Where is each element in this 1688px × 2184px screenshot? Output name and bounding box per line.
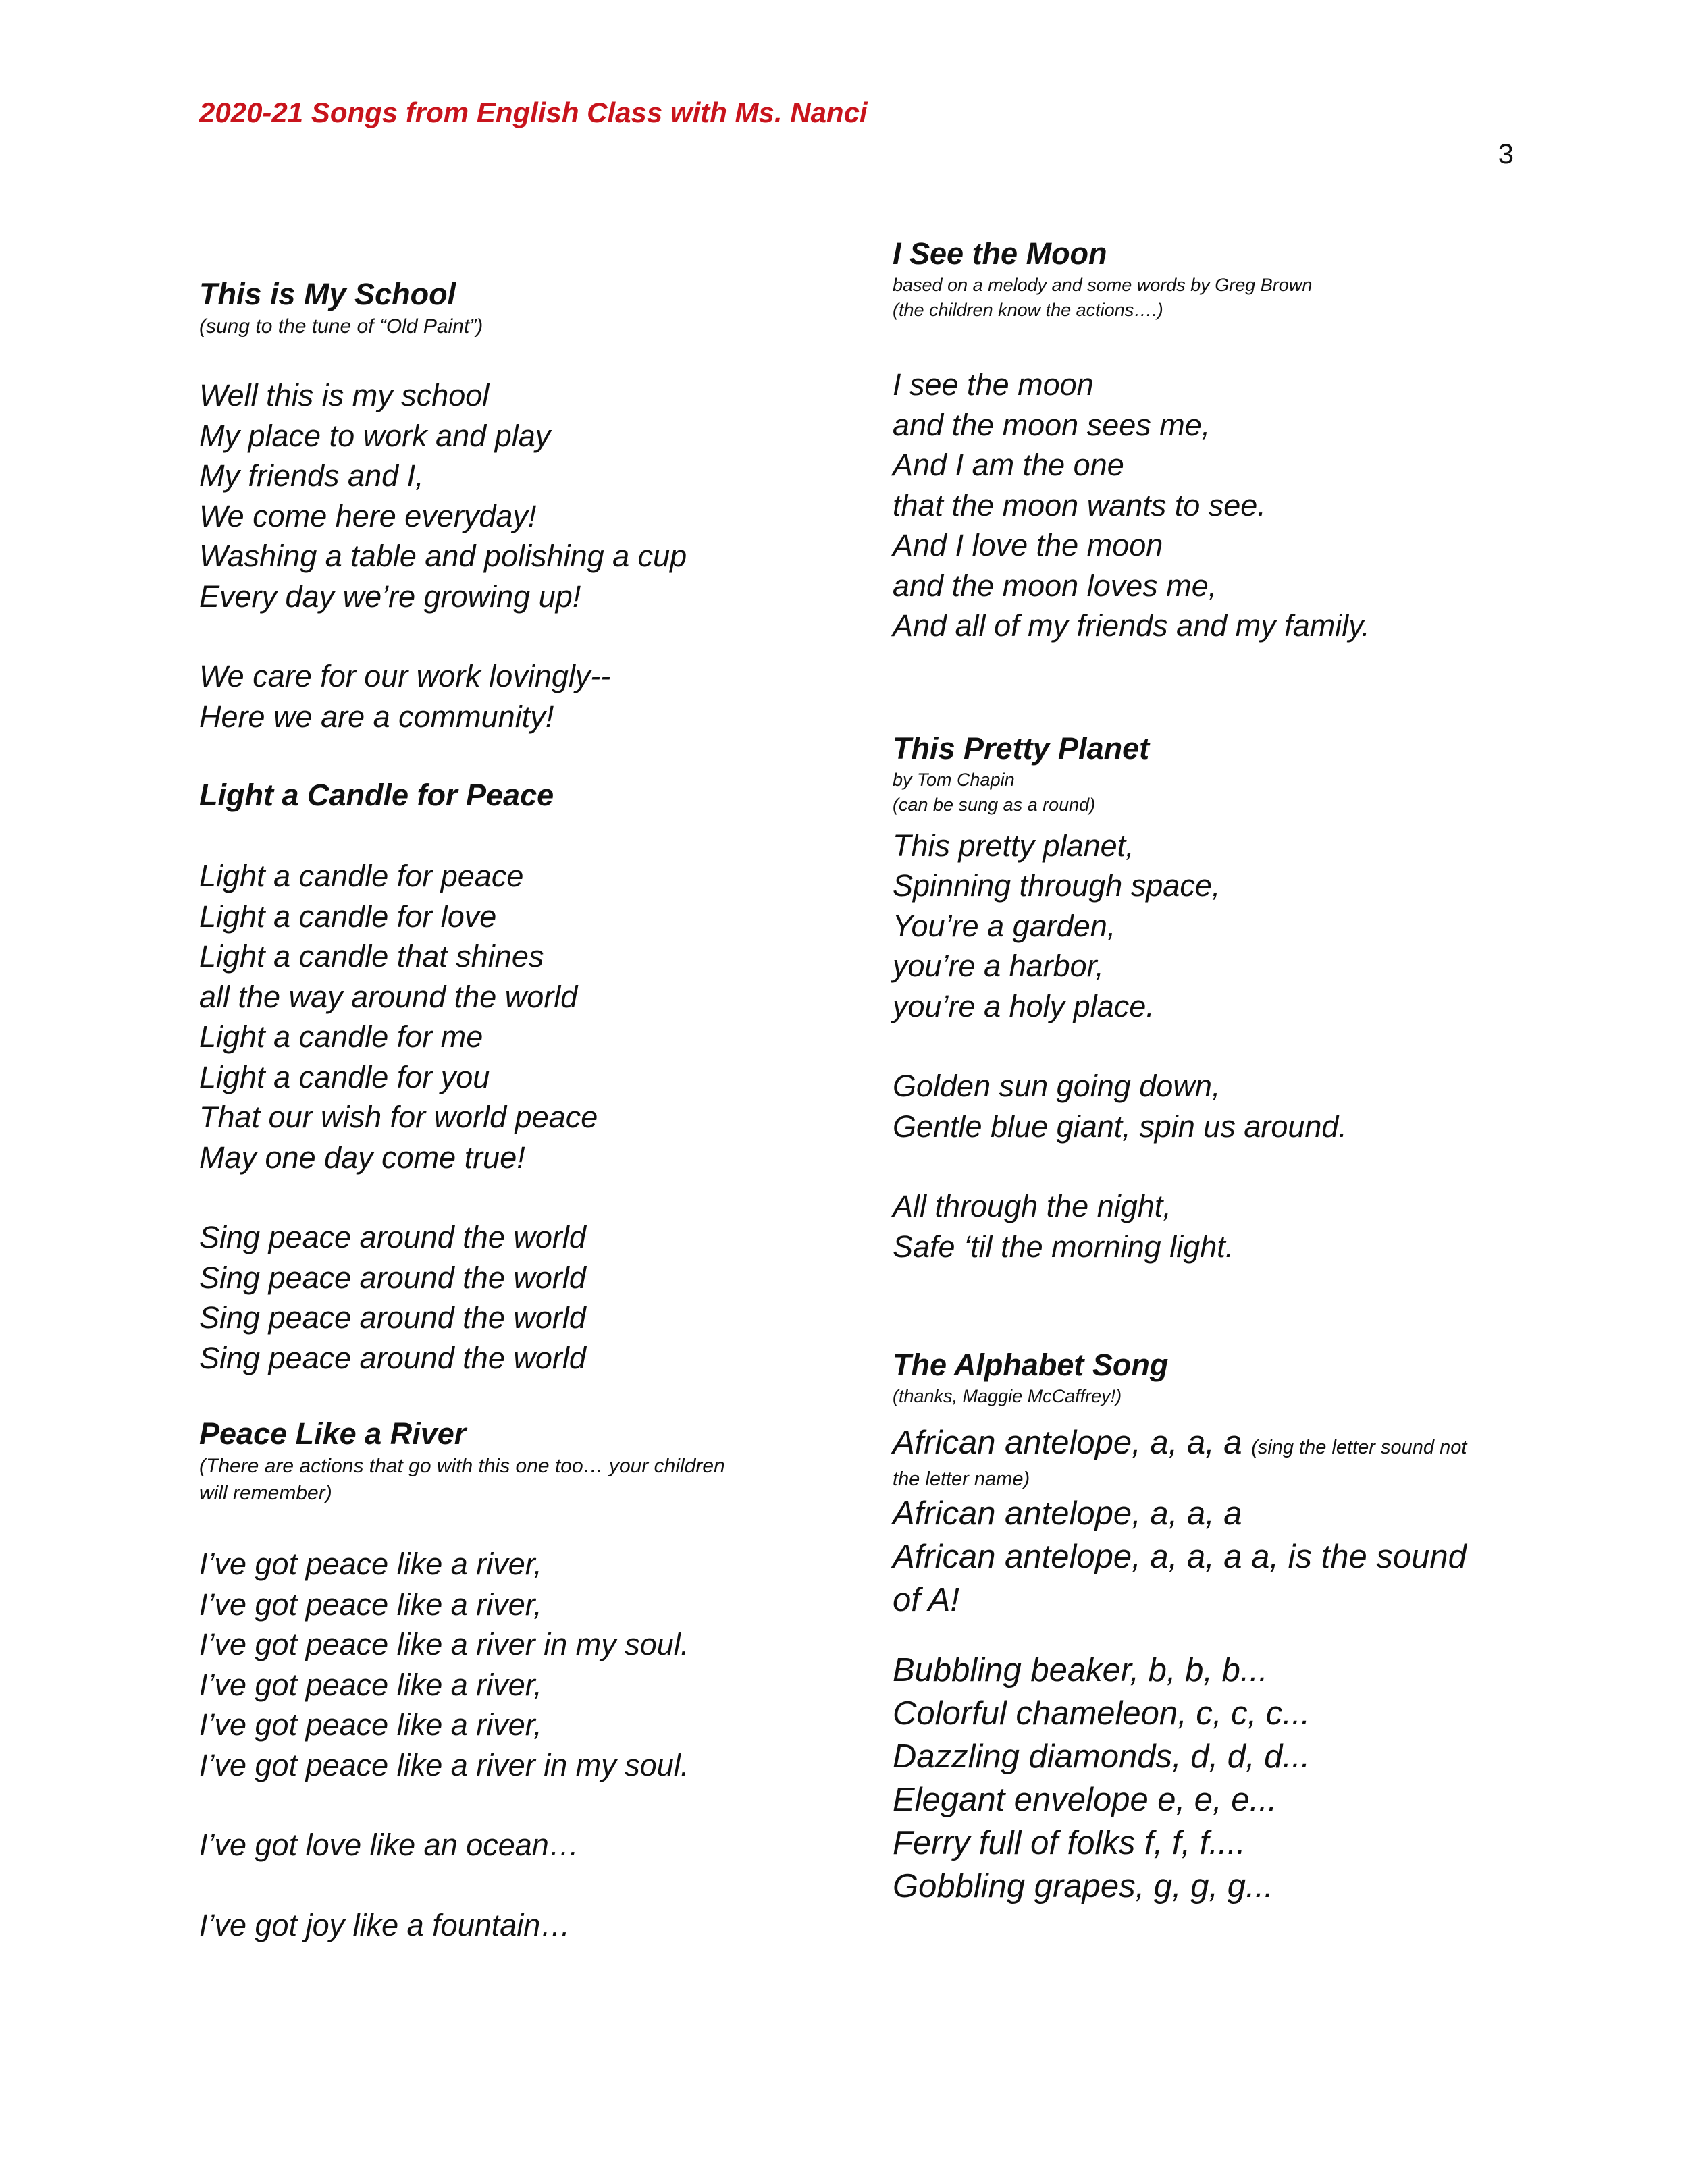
lyric-line: Bubbling beaker, b, b, b... — [893, 1652, 1268, 1688]
song-verse — [893, 1421, 1514, 1622]
song-verse — [893, 1649, 1514, 1908]
lyric-line: Here we are a community! — [199, 699, 554, 734]
lyric-line: I’ve got peace like a river, — [199, 1667, 542, 1702]
song-note — [199, 1453, 807, 1507]
lyric-line: I’ve got love like an ocean… — [199, 1828, 579, 1862]
lyric-line: African antelope, a, a, a — [893, 1495, 1242, 1532]
lyric-line: Ferry full of folks f, f, f.... — [893, 1825, 1246, 1861]
lyric-line: I’ve got peace like a river, — [199, 1547, 542, 1581]
lyric-line: And I am the one — [893, 448, 1124, 482]
lyric-line: Spinning through space, — [893, 868, 1221, 903]
lyric-line: Well this is my school — [199, 378, 490, 412]
lyric-line: Light a candle for peace — [199, 859, 524, 893]
lyric-line: Sing peace around the world — [199, 1300, 586, 1335]
lyric-line: We come here everyday! — [199, 498, 537, 533]
lyric-line: Light a candle for you — [199, 1059, 490, 1094]
lyric-line: Sing peace around the world — [199, 1260, 586, 1295]
song-note — [893, 273, 1514, 323]
lyric-line: My friends and I, — [199, 458, 424, 493]
lyric-line: I’ve got peace like a river in my soul. — [199, 1627, 689, 1661]
right-column — [893, 235, 1514, 1908]
left-column — [199, 275, 807, 1945]
song-note: (thanks, Maggie McCaffrey!) — [893, 1386, 1122, 1406]
lyric-line: all the way around the world — [199, 979, 578, 1014]
lyric-line: Light a candle for me — [199, 1019, 483, 1054]
lyric-line: Elegant envelope e, e, e... — [893, 1782, 1277, 1818]
song-title-i-see-the-moon: I See the Moon — [893, 236, 1107, 271]
lyric-line: Gobbling grapes, g, g, g... — [893, 1868, 1273, 1905]
lyric-line: All through the night, — [893, 1189, 1171, 1223]
lyric-line: you’re a harbor, — [893, 949, 1104, 983]
song-note — [893, 768, 1514, 818]
song-verse — [199, 656, 807, 737]
song-verse — [893, 826, 1514, 1027]
lyric-line: And I love the moon — [893, 528, 1163, 562]
lyric-line: That our wish for world peace — [199, 1100, 598, 1134]
song-verse — [893, 1066, 1514, 1146]
lyric-line: We care for our work lovingly-- — [199, 659, 611, 693]
lyric-line: of A! — [893, 1582, 959, 1618]
page-number: 3 — [1498, 138, 1514, 169]
lyric-line: And all of my friends and my family. — [893, 608, 1370, 643]
lyric-line: you’re a holy place. — [893, 988, 1155, 1023]
note-line: based on a melody and some words by Greg Brown — [893, 275, 1313, 295]
lyric-line: Dazzling diamonds, d, d, d... — [893, 1738, 1311, 1775]
song-title-peace-like-a-river: Peace Like a River — [199, 1416, 467, 1451]
inline-note-continued: the letter name) — [893, 1468, 1030, 1490]
song-verse — [199, 375, 807, 616]
lyric-line: I’ve got peace like a river, — [199, 1707, 542, 1742]
lyric-line: Light a candle that shines — [199, 939, 544, 974]
lyric-line: Golden sun going down, — [893, 1069, 1221, 1103]
lyric-line: Light a candle for love — [199, 899, 497, 934]
song-title-this-is-my-school: This is My School — [199, 277, 456, 311]
song-verse — [893, 1186, 1514, 1267]
note-line: (can be sung as a round) — [893, 794, 1096, 815]
lyric-line: I’ve got joy like a fountain… — [199, 1907, 571, 1942]
lyric-line: May one day come true! — [199, 1140, 525, 1175]
lyric-line: Every day we’re growing up! — [199, 579, 581, 614]
song-title-this-pretty-planet: This Pretty Planet — [893, 730, 1150, 766]
note-line: by Tom Chapin — [893, 769, 1015, 790]
inline-note: (sing the letter sound not — [1251, 1437, 1467, 1458]
lyric-line: I see the moon — [893, 367, 1094, 402]
lyric-text: African antelope, a, a, a — [893, 1424, 1242, 1461]
lyric-line: African antelope, a, a, a a, is the sound — [893, 1539, 1467, 1575]
song-note: (sung to the tune of “Old Paint”) — [199, 315, 483, 338]
note-line: will remember) — [199, 1482, 332, 1504]
song-verse — [199, 1217, 807, 1378]
page-header-title: 2020-21 Songs from English Class with Ms. Nanci — [199, 97, 868, 128]
song-verse — [199, 1544, 807, 1785]
lyric-line: that the moon wants to see. — [893, 487, 1266, 523]
song-title-light-a-candle: Light a Candle for Peace — [199, 778, 554, 812]
lyric-line: Sing peace around the world — [199, 1220, 586, 1254]
lyric-line: and the moon loves me, — [893, 568, 1217, 603]
song-title-the-alphabet-song: The Alphabet Song — [893, 1348, 1169, 1382]
lyric-line: My place to work and play — [199, 418, 551, 453]
lyric-line: Sing peace around the world — [199, 1340, 586, 1375]
note-line: (the children know the actions….) — [893, 300, 1163, 320]
lyric-line: I’ve got peace like a river, — [199, 1587, 542, 1622]
lyric-line: Safe ‘til the morning light. — [893, 1229, 1234, 1264]
song-verse — [893, 365, 1514, 646]
lyric-line: You’re a garden, — [893, 908, 1116, 943]
lyric-line: Gentle blue giant, spin us around. — [893, 1109, 1347, 1144]
note-line: (There are actions that go with this one too… your children — [199, 1455, 725, 1477]
lyric-line: and the moon sees me, — [893, 407, 1211, 442]
lyric-line: Washing a table and polishing a cup — [199, 539, 687, 573]
lyric-line — [893, 1421, 1514, 1469]
lyric-line: This pretty planet, — [893, 828, 1134, 863]
lyric-line: Colorful chameleon, c, c, c... — [893, 1695, 1311, 1732]
lyric-line: I’ve got peace like a river in my soul. — [199, 1747, 689, 1782]
song-verse — [199, 856, 807, 1177]
